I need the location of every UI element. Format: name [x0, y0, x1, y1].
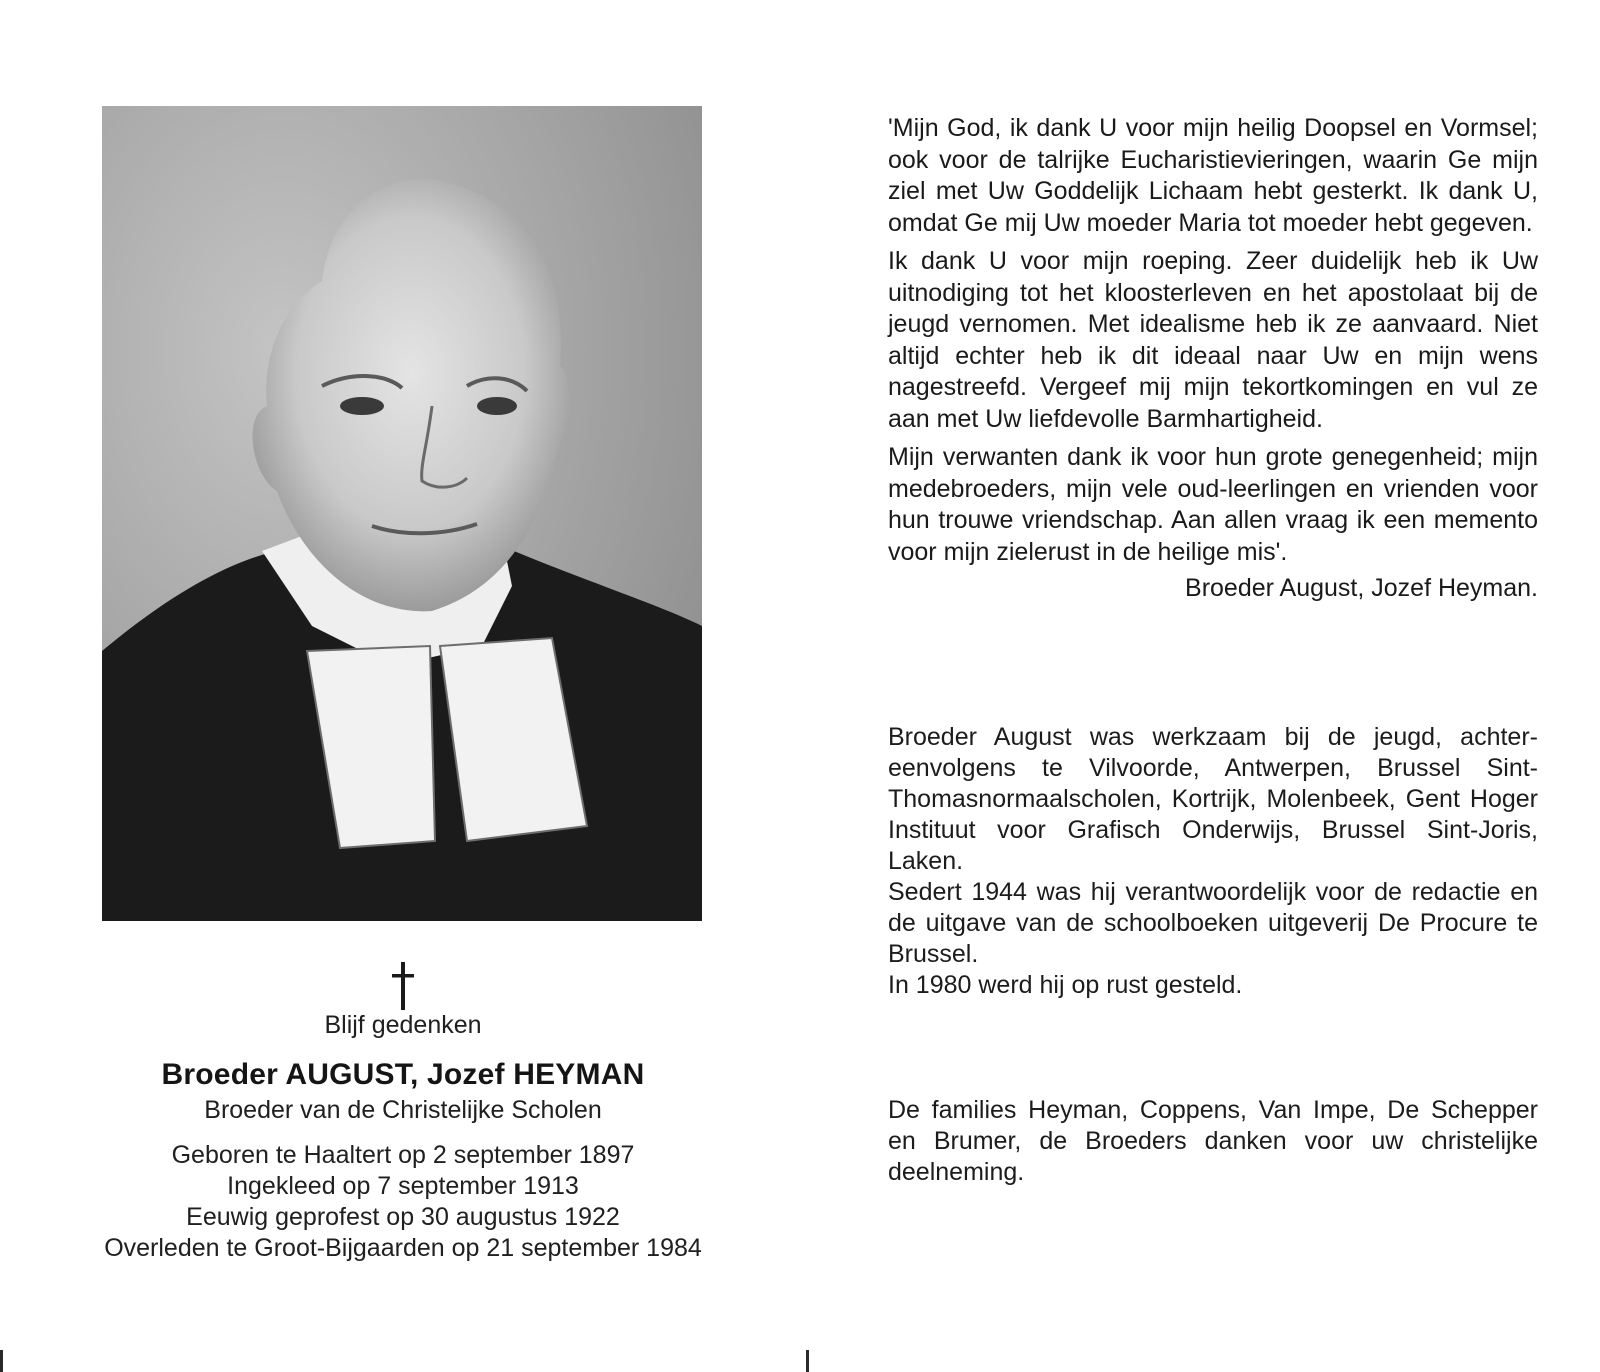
prayer-paragraph: Mijn verwanten dank ik voor hun grote genegenheid; mijn medebroeders, mijn vele oud-leerlingen en vrienden voor hun trouwe vriendschap. Aan allen vraag ik een memento voor mijn zielerust in de heilige mis'.	[888, 443, 1538, 566]
congregation-line: Broeder van de Christelijke Scholen	[204, 1096, 602, 1124]
fold-mark-center	[806, 1350, 809, 1372]
clothing-line: Ingekleed op 7 september 1913	[227, 1172, 579, 1200]
birth-line: Geboren te Haaltert op 2 september 1897	[171, 1141, 635, 1169]
biography-paragraph: Broeder August was werkzaam bij de jeugd, achtereenvolgens te Vilvoorde, Antwerpen, Brussel Sint-Thomasnormaalscholen, Kortrijk, Molenbeek, Gent Hoger Instituut voor Grafisch Onderwijs, Brussel Sint-Joris, Laken.	[888, 723, 1538, 875]
remember-heading: Blijf gedenken	[324, 1011, 482, 1039]
biography-paragraph: Sedert 1944 was hij verantwoordelijk voor de redactie en de uitgave van de schoolboeken uitgeverij De Procure te Brussel.	[888, 878, 1538, 968]
portrait-photo	[102, 106, 702, 921]
biography-block	[888, 722, 1538, 1001]
cross-icon	[383, 960, 423, 1012]
fold-mark-left	[0, 1350, 3, 1372]
family-thanks: De families Heyman, Coppens, Van Impe, De Schepper en Brumer, de Broeders danken voor uw christelijke deelneming.	[888, 1096, 1538, 1186]
death-line: Overleden te Groot-Bijgaarden op 21 september 1984	[104, 1234, 702, 1262]
portrait-illustration	[102, 106, 702, 921]
life-dates	[0, 1140, 806, 1264]
biography-paragraph: In 1980 werd hij op rust gesteld.	[888, 971, 1243, 999]
deceased-name: Broeder AUGUST, Jozef HEYMAN	[161, 1058, 645, 1091]
prayer-signature: Broeder August, Jozef Heyman.	[1185, 574, 1538, 602]
prayer-paragraph: Ik dank U voor mijn roeping. Zeer duidelijk heb ik Uw uitnodiging tot het kloosterleven en het apostolaat bij de jeugd vernomen. Met idealisme heb ik ze aanvaard. Niet altijd echter heb ik dit ideaal naar Uw en mijn wens nagestreefd. Vergeef mij mijn tekortkomingen en vul ze aan met Uw liefdevolle Barmhartigheid.	[888, 247, 1538, 433]
profession-line: Eeuwig geprofest op 30 augustus 1922	[186, 1203, 620, 1231]
prayer-paragraph: 'Mijn God, ik dank U voor mijn heilig Doopsel en Vormsel; ook voor de talrijke Eucharistievieringen, waarin Ge mijn ziel met Uw Goddelijk Lichaam hebt gesterkt. Ik dank U, omdat Ge mij Uw moeder Maria tot moeder hebt gegeven.	[888, 114, 1538, 237]
prayer-block	[888, 113, 1538, 605]
